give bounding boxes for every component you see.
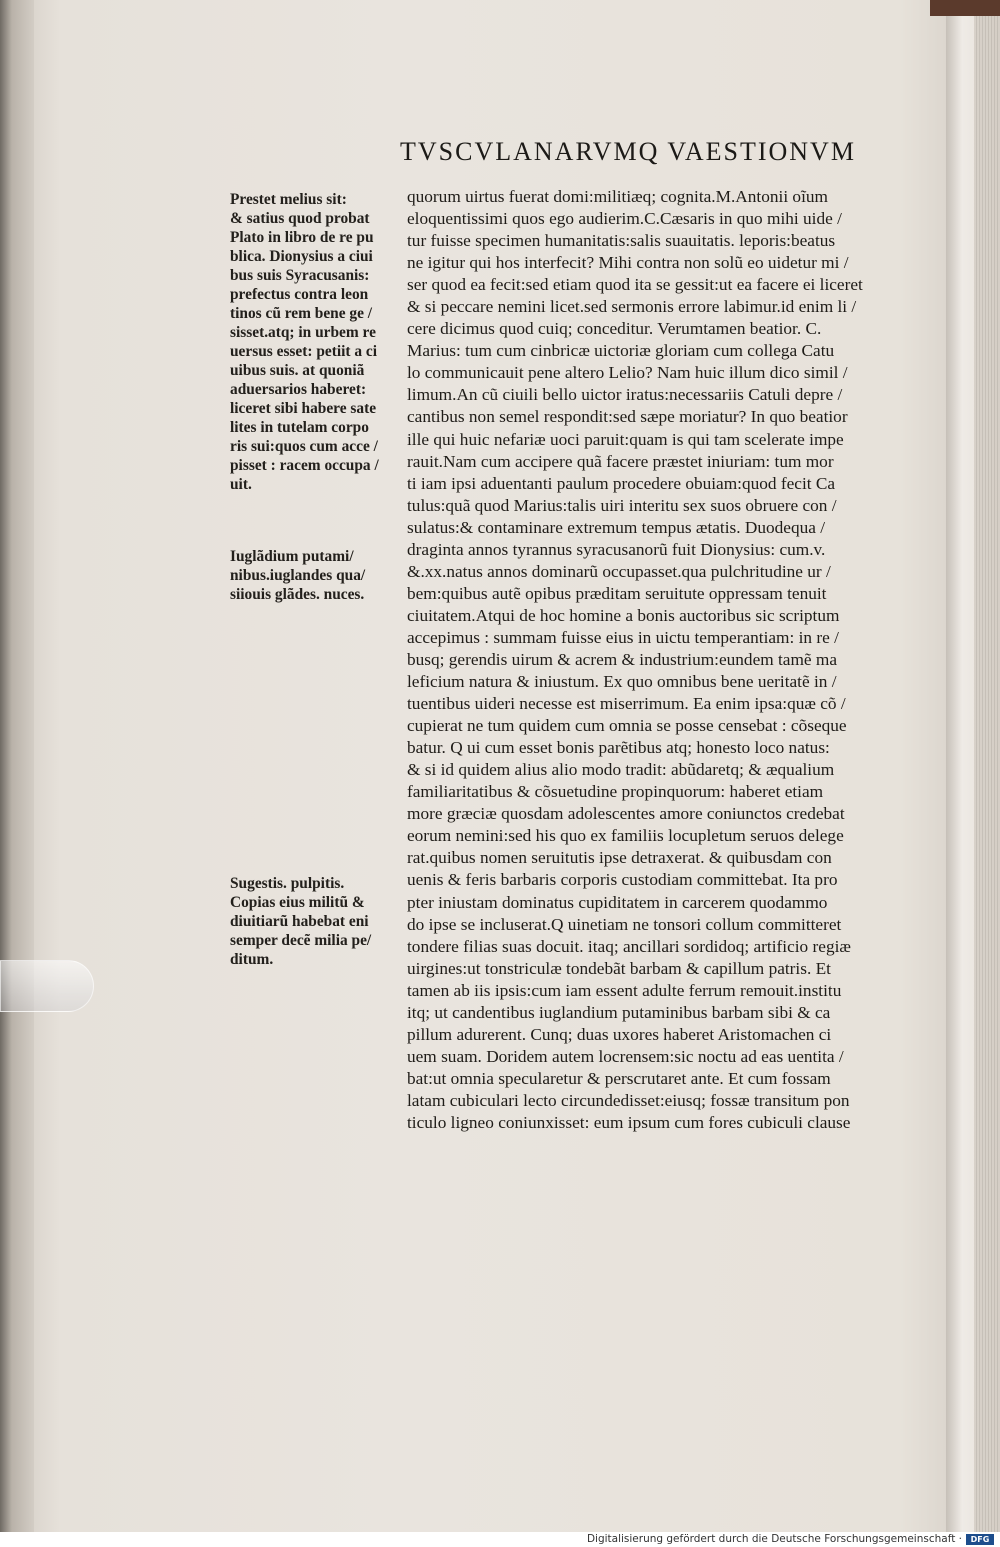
text-line: cere dicimus quod cuiq; conceditur. Verumtamen beatior. C. [407, 319, 822, 339]
text-line: draginta annos tyrannus syracusanorũ fuit Dionysius: cum.v. [407, 539, 826, 559]
bookmark-ribbon [930, 0, 1000, 16]
text-line: cupierat ne tum quidem cum omnia se posse censebat : cõseque [407, 716, 847, 736]
margin-note-sugestis: Sugestis. pulpitis. Copias eius militũ & diuitiarũ habebat eni semper decẽ milia pe/ ditum. [230, 875, 372, 968]
digitization-footer [0, 1532, 1000, 1547]
text-line: ciuitatem.Atqui de hoc homine a bonis auctoribus sic scriptum [407, 605, 840, 625]
text-line: tuentibus uideri necesse est miserrimum. Ea enim ipsa:quæ cõ / [407, 694, 846, 714]
text-line: do ipse se incluserat.Q uinetiam ne tonsori collum committeret [407, 914, 842, 934]
text-line: limum.An cũ ciuili bello uictor iratus:necessariis Catuli depre / [407, 385, 843, 405]
text-line: sulatus:& contaminare extremum tempus ætatis. Duodequa / [407, 517, 826, 537]
text-line: pillum adurerent. Cunq; duas uxores haberet Aristomachen ci [407, 1024, 832, 1044]
text-line: rat.quibus nomen seruitutis ipse detraxerat. & quibusdam con [407, 848, 832, 868]
text-line: ti iam ipsi aduentanti paulum procedere obuiam:quod fecit Ca [407, 473, 836, 493]
dfg-logo: DFG [966, 1534, 994, 1545]
plastic-clip [0, 960, 94, 1012]
running-title: TVSCVLANARVMQ VAESTIONVM [400, 137, 856, 166]
text-line: tondere filias suas docuit. itaq; ancillari sordidoq; artificio regiæ [407, 936, 851, 956]
text-line: busq; gerendis uirum & acrem & industrium:eundem tamẽ ma [407, 649, 838, 669]
text-line: accepimus : summam fuisse eius in uictu temperantiam: in re / [407, 627, 839, 647]
text-line: Marius: tum cum cinbricæ uictoriæ gloriam cum collega Catu [407, 341, 835, 361]
text-line: uenis & feris barbaris corporis custodiam committebat. Ita pro [407, 870, 838, 890]
text-line: rauit.Nam cum accipere quã facere præstet iniuriam: tum mor [407, 451, 834, 471]
text-line: bat:ut omnia specularetur & perscrutaret ante. Et cum fossam [407, 1068, 831, 1088]
text-line: tulus:quã quod Marius:talis uiri interitu sex suos obruere con / [407, 495, 837, 515]
show-through-text [260, 400, 400, 457]
text-line: more græciæ quosdam adolescentes amore coniunctos credebat [407, 804, 845, 824]
text-line: batur. Q ui cum esset bonis parẽtibus atq; honesto loco natus: [407, 738, 830, 758]
text-line: lo communicauit pene altero Lelio? Nam huic illum dico simil / [407, 363, 848, 383]
text-line: cantibus non semel respondit:sed sæpe moriatur? In quo beatior [407, 407, 848, 427]
text-line: ille qui huic nefariæ uoci paruit:quam is qui tam scelerate impe [407, 429, 844, 449]
text-line: tamen ab iis ipsis:cum iam essent adulte ferrum remouit.institu [407, 980, 842, 1000]
main-text-block [407, 186, 939, 1134]
show-through-text [255, 755, 385, 807]
text-line: pter iniustam dominatus cupiditatem in carcerem quodammo [407, 892, 828, 912]
text-line: ticulo ligneo coniunxisset: eum ipsum cum fores cubiculi clause [407, 1112, 851, 1132]
text-line: tur fuisse specimen humanitatis:salis suauitatis. leporis:beatus [407, 231, 836, 251]
text-line: eorum nemini:sed his quo ex familiis locupletum seruos delege [407, 826, 844, 846]
text-line: ser quod ea fecit:sed etiam quod ita se gessit:ut ea facere ei liceret [407, 275, 863, 295]
text-line: uirgines:ut tonstriculæ tondebãt barbam & capillum patris. Et [407, 958, 831, 978]
text-line: & si peccare nemini licet.sed sermonis errore labimur.id enim li / [407, 297, 857, 317]
show-through-text [215, 1048, 390, 1118]
text-line: itq; ut candentibus iuglandium putaminibus barbam sibi & ca [407, 1002, 831, 1022]
text-line: leficium natura & iniustum. Ex quo omnibus bene ueritatẽ in / [407, 672, 837, 692]
text-line: uem suam. Doridem autem locrensem:sic noctu ad eas uentita / [407, 1046, 844, 1066]
text-line: ne igitur qui hos interfecit? Mihi contra non solũ eo uidetur mi / [407, 253, 849, 273]
page-fore-edge [974, 0, 1000, 1532]
margin-note-dionysius: Prestet melius sit: & satius quod probat Plato in libro de re pu blica. Dionysius a ciui bus suis Syracusanis: prefectus contra leon tinos cũ rem bene ge / sisset.atq; in urbem re uersus esset: petiit a ci uibus suis. at quoniã aduersarios haberet: liceret sibi habere sate lites in tutelam corpo ris sui:quos cum acce / pisset : racem occupa / uit. [230, 191, 379, 493]
margin-note-iuglandium: Iuglãdium putami/ nibus.iuglandes qua/ siiouis glãdes. nuces. [230, 548, 366, 603]
book-gutter [0, 0, 34, 1532]
text-line: quorum uirtus fuerat domi:militiæq; cognita.M.Antonii oĩum [407, 187, 828, 206]
text-line: bem:quibus autẽ opibus præditam seruitute oppressam tenuit [407, 583, 827, 603]
text-line: latam cubiculari lecto circundedisset:eiusq; fossæ transitum pon [407, 1090, 850, 1110]
text-line: eloquentissimi quos ego audierim.C.Cæsaris in quo mihi uide / [407, 209, 842, 229]
text-line: familiaritatibus & cõsuetudine propinquorum: haberet etiam [407, 782, 824, 802]
text-line: & si id quidem alius alio modo tradit: abũdaretq; & æqualium [407, 760, 835, 780]
funding-credit: Digitalisierung gefördert durch die Deutsche Forschungsgemeinschaft · [586, 1533, 962, 1545]
text-line: &.xx.natus annos dominarũ occupasset.qua pulchritudine ur / [407, 561, 831, 581]
